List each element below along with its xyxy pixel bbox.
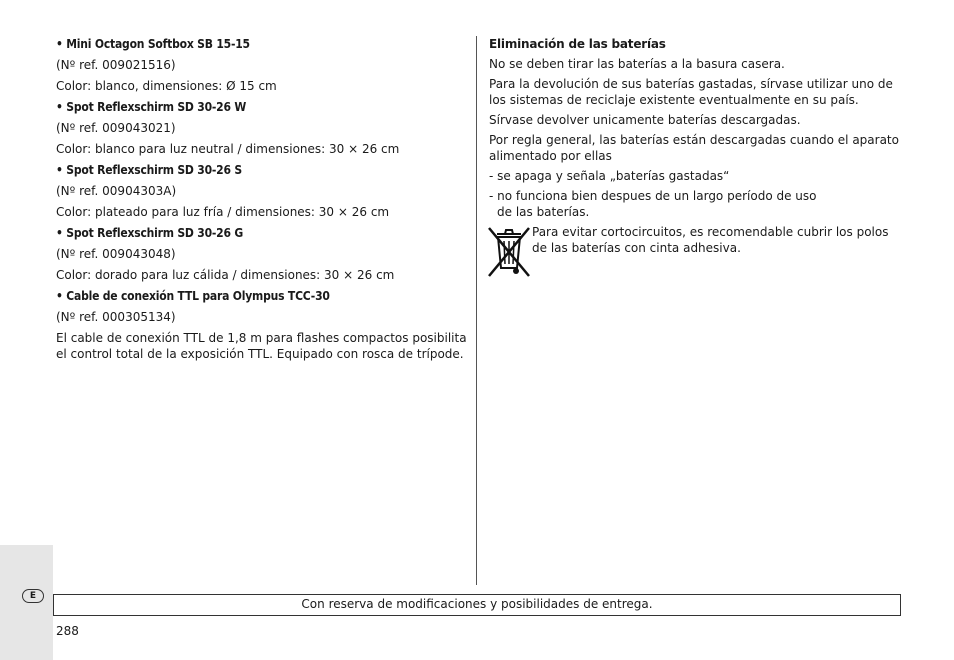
item-title: • Spot Reflexschirm SD 30-26 S [56, 163, 242, 177]
paragraph: Sírvase devolver unicamente baterías descargadas. [489, 113, 801, 127]
list-item-continued: de las baterías. [497, 205, 590, 219]
item-ttl-cable [56, 288, 468, 362]
list-item: - se apaga y señala „baterías gastadas“ [489, 169, 730, 183]
footer-notice: Con reserva de modificaciones y posibilidades de entrega. [53, 594, 901, 616]
paragraph-line: los sistemas de reciclaje existente eventualmente en su país. [489, 93, 859, 107]
item-desc: Color: blanco para luz neutral / dimensiones: 30 × 26 cm [56, 142, 400, 156]
item-reflector-g [56, 225, 468, 288]
item-desc: Color: plateado para luz fría / dimensiones: 30 × 26 cm [56, 205, 390, 219]
battery-disposal-section [489, 36, 901, 256]
language-badge: E [22, 589, 44, 603]
item-desc: Color: dorado para luz cálida / dimensiones: 30 × 26 cm [56, 268, 395, 282]
warning-line: Para evitar cortocircuitos, es recomendable cubrir los polos [532, 225, 889, 239]
paragraph-line: alimentado por ellas [489, 149, 612, 163]
item-ref: (Nº ref. 00904303A) [56, 184, 177, 198]
paragraph-line: Para la devolución de sus baterías gastadas, sírvase utilizar uno de [489, 77, 893, 91]
warning-line: de las baterías con cinta adhesiva. [532, 241, 741, 255]
section-heading: Eliminación de las baterías [489, 37, 666, 51]
item-title: • Cable de conexión TTL para Olympus TCC-30 [56, 289, 330, 303]
item-reflector-w [56, 99, 468, 162]
item-desc-line: El cable de conexión TTL de 1,8 m para flashes compactos posibilita [56, 331, 467, 345]
accessories-list [56, 36, 468, 362]
crossed-out-wheelie-bin-icon [485, 224, 533, 280]
item-desc-line: el control total de la exposición TTL. Equipado con rosca de trípode. [56, 347, 464, 361]
item-reflector-s [56, 162, 468, 225]
list-item: - no funciona bien despues de un largo período de uso [489, 189, 817, 203]
battery-warning [489, 224, 901, 256]
column-divider [476, 36, 477, 585]
paragraph-line: Por regla general, las baterías están descargadas cuando el aparato [489, 133, 899, 147]
item-title: • Spot Reflexschirm SD 30-26 G [56, 226, 243, 240]
item-softbox [56, 36, 468, 99]
item-title: • Spot Reflexschirm SD 30-26 W [56, 100, 247, 114]
paragraph: No se deben tirar las baterías a la basura casera. [489, 57, 785, 71]
item-ref: (Nº ref. 000305134) [56, 310, 176, 324]
item-title: • Mini Octagon Softbox SB 15-15 [56, 37, 250, 51]
page-number: 288 [56, 624, 79, 638]
item-ref: (Nº ref. 009021516) [56, 58, 176, 72]
item-ref: (Nº ref. 009043048) [56, 247, 176, 261]
item-desc: Color: blanco, dimensiones: Ø 15 cm [56, 79, 277, 93]
item-ref: (Nº ref. 009043021) [56, 121, 176, 135]
